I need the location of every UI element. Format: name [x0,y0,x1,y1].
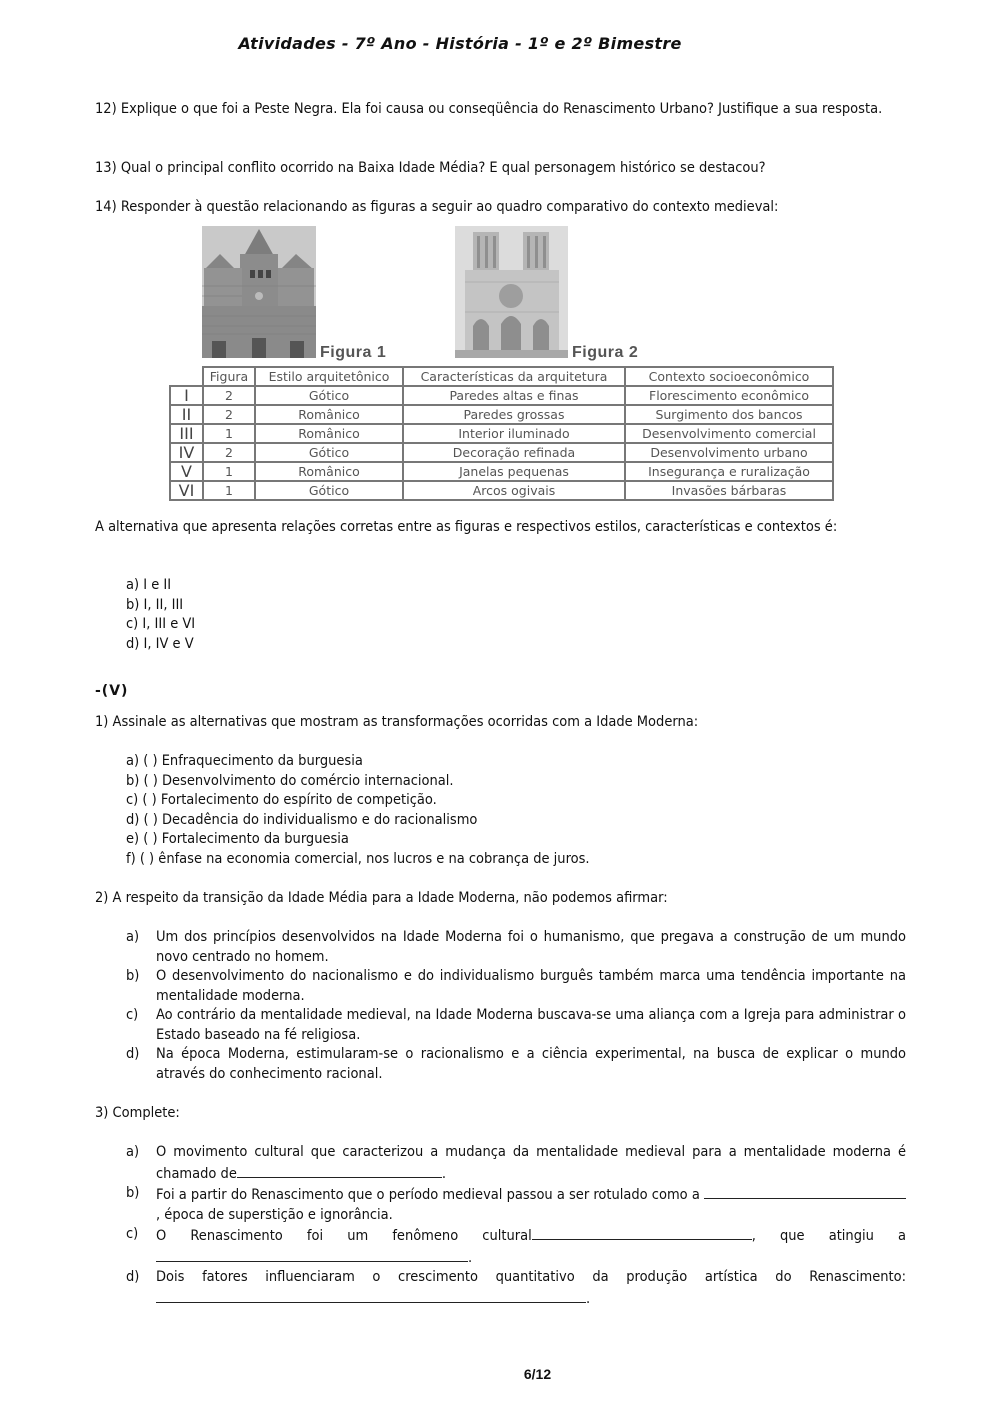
table-row [170,481,833,500]
item-text: Dois fatores influenciaram o crescimento quantitativo da produção artística do Renascimento: [156,1269,906,1285]
option-e: e) ( ) Fortalecimento da burguesia [126,831,349,847]
figure-1-label: Figura 1 [320,344,387,361]
table-row [170,443,833,462]
option-text: O desenvolvimento do nacionalismo e do individualismo burguês também marca uma tendência importante na mentalidade moderna. [156,968,906,1004]
comparison-table [169,366,834,501]
option-letter: d) [126,1046,140,1062]
fill-item-a: a) O movimento cultural que caracterizou a mudança da mentalidade medieval para a mentalidade moderna é chamado de . [126,1143,906,1184]
row-id: IV [170,443,203,462]
cell-caracteristica: Paredes grossas [403,405,625,424]
question-text: Qual o principal conflito ocorrido na Baixa Idade Média? E qual personagem histórico se destacou? [120,160,766,176]
cell-estilo: Românico [255,424,403,443]
option-d: d) ( ) Decadência do individualismo e do racionalismo [126,811,478,828]
cell-caracteristica: Janelas pequenas [403,462,625,481]
item-letter: a) [126,1144,140,1160]
table-row [170,405,833,424]
question-number: 12) [95,101,117,117]
option-d: d) I, IV e V [126,635,194,652]
cell-estilo: Românico [255,462,403,481]
option-a: a) I e II [126,577,172,593]
option-letter: c) [126,1007,139,1023]
option-text: Na época Moderna, estimularam-se o racionalismo e a ciência experimental, na busca de explicar o mundo através do conhecimento racional. [156,1046,906,1082]
answer-blank[interactable] [532,1225,752,1240]
table-row [170,424,833,443]
option-letter: b) [126,968,140,984]
answer-blank[interactable] [156,1288,586,1303]
row-id: II [170,405,203,424]
item-text: O movimento cultural que caracterizou a mudança da mentalidade medieval para a mentalidade moderna é chamado de [156,1144,906,1182]
cell-figura: 2 [203,405,255,424]
table-row [170,386,833,405]
figure-2-label: Figura 2 [572,344,639,361]
option-text: Um dos princípios desenvolvidos na Idade Moderna foi o humanismo, que pregava a construção de um mundo novo centrado no homem. [156,929,906,965]
question-14-prompt: A alternativa que apresenta relações corretas entre as figuras e respectivos estilos, características e contextos é: [95,519,838,535]
question-3: 3) Complete: [95,1105,180,1121]
header-caracteristicas: Características da arquitetura [403,367,625,386]
answer-blank[interactable] [704,1184,906,1199]
cell-figura: 1 [203,424,255,443]
question-number: 14) [95,199,117,215]
cell-contexto: Florescimento econômico [625,386,833,405]
item-letter: d) [126,1269,140,1285]
row-id: VI [170,481,203,500]
figure-1-romanesque-church-image [202,226,316,358]
cell-estilo: Gótico [255,443,403,462]
option-c [126,1006,906,1045]
option-d [126,1045,906,1084]
question-14-options [126,576,906,654]
fill-item-c: c) O Renascimento foi um fenômeno cultural , que atingiu a. [126,1225,906,1268]
question-1-options [126,752,906,869]
option-a: a) ( ) Enfraquecimento da burguesia [126,753,363,769]
question-text: Explique o que foi a Peste Negra. Ela foi causa ou conseqüência do Renascimento Urbano? Justifique a sua resposta. [120,101,883,117]
item-text: Foi a partir do Renascimento que o período medieval passou a ser rotulado como a [156,1187,700,1203]
option-text: Ao contrário da mentalidade medieval, na Idade Moderna buscava-se uma aliança com a Igreja para administrar o Estado baseado na fé religiosa. [156,1007,906,1043]
item-letter: b) [126,1185,140,1201]
header-figura: Figura [203,367,255,386]
cell-contexto: Invasões bárbaras [625,481,833,500]
cell-figura: 2 [203,443,255,462]
answer-blank[interactable] [156,1247,468,1262]
row-id: V [170,462,203,481]
cell-figura: 1 [203,462,255,481]
option-f: f) ( ) ênfase na economia comercial, nos lucros e na cobrança de juros. [126,850,590,867]
cell-contexto: Desenvolvimento comercial [625,424,833,443]
item-text: O Renascimento foi um fenômeno cultural [156,1228,532,1244]
option-a [126,928,906,967]
question-14 [95,198,936,218]
cell-figura: 2 [203,386,255,405]
figure-2-gothic-cathedral-image [455,226,568,358]
item-letter: c) [126,1226,139,1242]
cell-contexto: Surgimento dos bancos [625,405,833,424]
question-text: Responder à questão relacionando as figuras a seguir ao quadro comparativo do contexto medieval: [120,199,779,215]
header-contexto: Contexto socioeconômico [625,367,833,386]
cell-estilo: Românico [255,405,403,424]
page-header-title: Atividades - 7º Ano - História - 1º e 2º Bimestre [238,34,682,53]
question-3-items [126,1143,906,1309]
question-1: 1) Assinale as alternativas que mostram as transformações ocorridas com a Idade Moderna: [95,714,699,730]
answer-blank[interactable] [237,1163,442,1178]
question-12 [95,100,936,120]
cell-caracteristica: Decoração refinada [403,443,625,462]
fill-item-b: b) Foi a partir do Renascimento que o período medieval passou a ser rotulado como a , época de superstição e ignorância. [126,1184,906,1225]
question-13 [95,159,936,179]
cell-caracteristica: Arcos ogivais [403,481,625,500]
cell-figura: 1 [203,481,255,500]
cell-contexto: Desenvolvimento urbano [625,443,833,462]
option-letter: a) [126,929,140,945]
header-estilo: Estilo arquitetônico [255,367,403,386]
option-c: c) I, III e VI [126,616,196,632]
page-number: 6/12 [523,1366,552,1382]
question-number: 13) [95,160,117,176]
table-header-row [170,367,833,386]
option-c: c) ( ) Fortalecimento do espírito de competição. [126,792,437,808]
table-row [170,462,833,481]
row-id: I [170,386,203,405]
question-2: 2) A respeito da transição da Idade Média para a Idade Moderna, não podemos afirmar: [95,890,668,906]
row-id: III [170,424,203,443]
option-b [126,967,906,1006]
cell-contexto: Insegurança e ruralização [625,462,833,481]
question-2-options [126,928,906,1084]
cell-estilo: Gótico [255,481,403,500]
cell-caracteristica: Interior iluminado [403,424,625,443]
option-b: b) I, II, III [126,596,184,613]
section-mark: -(V) [95,683,129,699]
fill-item-d: d) Dois fatores influenciaram o crescimento quantitativo da produção artística do Renascimento:. [126,1268,906,1309]
option-b: b) ( ) Desenvolvimento do comércio internacional. [126,772,454,789]
cell-caracteristica: Paredes altas e finas [403,386,625,405]
cell-estilo: Gótico [255,386,403,405]
